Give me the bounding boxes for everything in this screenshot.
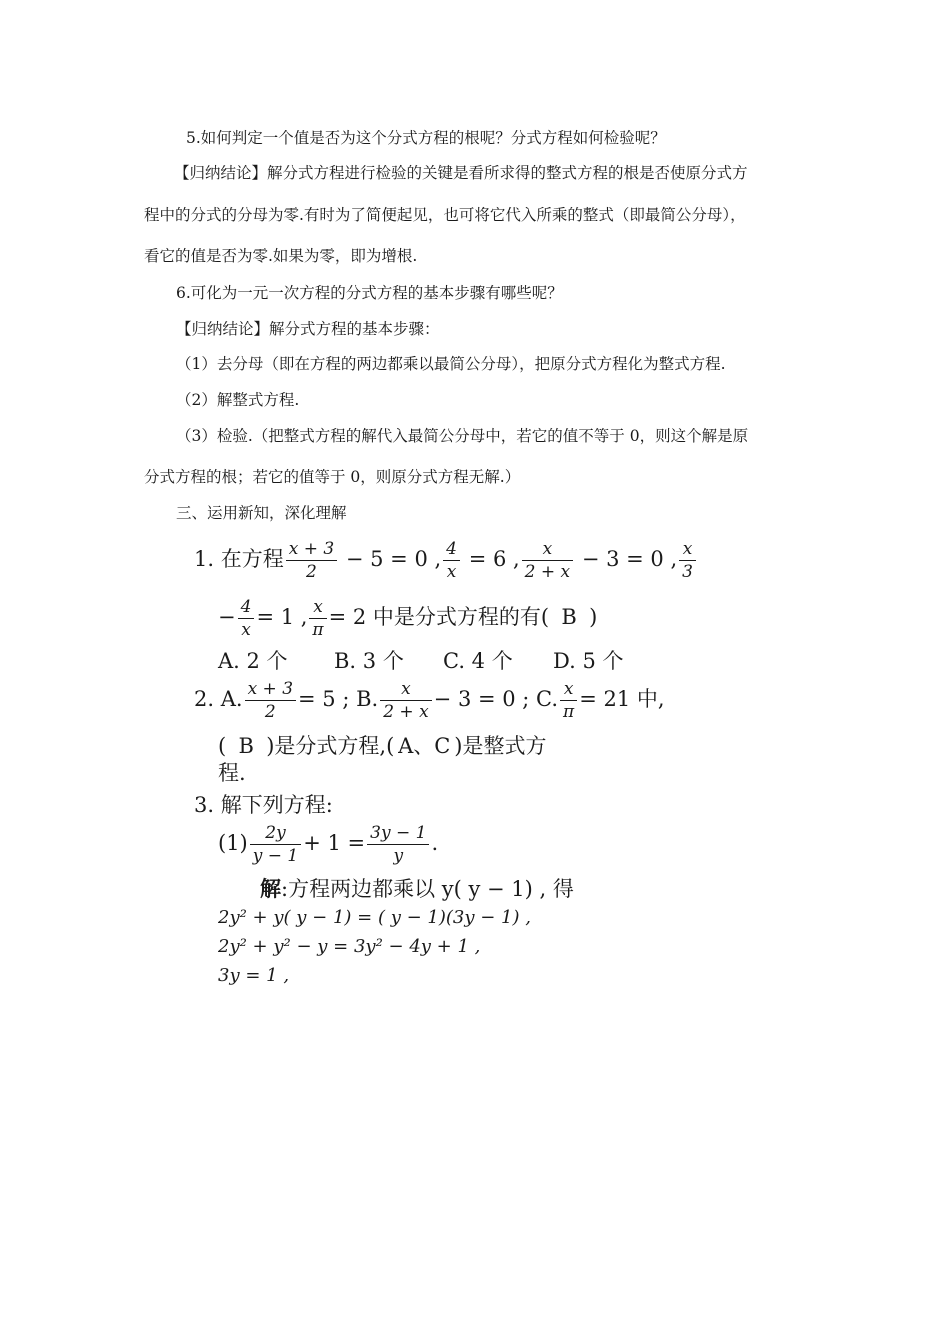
exercise-3-equation: (1) $\frac{2y}{y - 1}$ + 1 = $\frac{3y - 1}{y}$ . (218, 823, 439, 866)
exercise-2-answer-2: A、C (398, 734, 451, 758)
exercise-2-line-2: ( B )是分式方程,( A、C )是整式方 (218, 734, 547, 758)
question-5: 5.如何判定一个值是否为这个分式方程的根呢？分式方程如何检验呢？ (186, 129, 666, 147)
step-2: （2）解整式方程. (176, 391, 300, 409)
fraction: $\frac{3y - 1}{y}$ (367, 822, 429, 867)
exercise-2-line-3: 程. (218, 761, 246, 785)
step-3-line-1: （3）检验.（把整式方程的解代入最简公分母中，若它的值不等于 0，则这个解是原 (176, 427, 749, 445)
fraction: $\frac{4}{x}$ (238, 596, 255, 641)
solution-line-2: 2y² + y² − y = 3y² − 4y + 1 , (218, 936, 481, 957)
solution-intro: 解:方程两边都乘以 y( y − 1) , 得 (260, 876, 574, 901)
fraction: $\frac{4}{x}$ (443, 538, 460, 583)
solution-line-1: 2y² + y( y − 1) = ( y − 1)(3y − 1) , (218, 907, 531, 928)
solution-label: 解 (260, 876, 281, 901)
section-3-heading: 三、运用新知，深化理解 (176, 504, 347, 522)
conclusion-5-line-3: 看它的值是否为零.如果为零，即为增根. (144, 247, 418, 265)
fraction: $\frac{x + 3}{2}$ (245, 678, 296, 723)
fraction: $\frac{x}{3}$ (679, 538, 696, 583)
exercise-3-title: 3. 解下列方程: (194, 793, 333, 817)
fraction: $\frac{x}{\pi}$ (309, 596, 326, 641)
conclusion-6: 【归纳结论】解分式方程的基本步骤： (176, 320, 440, 338)
step-1: （1）去分母（即在方程的两边都乘以最简公分母），把原分式方程化为整式方程. (176, 355, 726, 373)
option-a: A. 2 个 (218, 649, 288, 673)
exercise-1-answer: B (561, 605, 577, 629)
solution-line-3: 3y = 1 , (218, 965, 290, 986)
fraction: $\frac{x}{2 + x}$ (522, 538, 573, 583)
option-d: D. 5 个 (553, 649, 624, 673)
exercise-1-line-2: − $\frac{4}{x}$ = 1 , $\frac{x}{\pi}$ = 2 中是分式方程的有( B ) (218, 597, 598, 640)
fraction: $\frac{x + 3}{2}$ (286, 538, 337, 583)
question-6: 6.可化为一元一次方程的分式方程的基本步骤有哪些呢？ (176, 284, 563, 302)
conclusion-5-line-1: 【归纳结论】解分式方程进行检验的关键是看所求得的整式方程的根是否使原分式方 (174, 164, 748, 182)
fraction: $\frac{x}{\pi}$ (560, 678, 577, 723)
option-b: B. 3 个 (334, 649, 404, 673)
option-c: C. 4 个 (443, 649, 513, 673)
exercise-2-line-1: 2. A. $\frac{x + 3}{2}$ = 5 ; B. $\frac{x}{2 + x}$ − 3 = 0 ; C. $\frac{x}{\pi}$ = 21 中, (194, 679, 665, 722)
exercise-2-answer-1: B (238, 734, 254, 758)
fraction: $\frac{x}{2 + x}$ (380, 678, 431, 723)
conclusion-5-line-2: 程中的分式的分母为零.有时为了简便起见，也可将它代入所乘的整式（即最简公分母）， (144, 206, 746, 224)
exercise-1-line-1: 1. 在方程 $\frac{x + 3}{2}$ − 5 = 0 , $\frac{4}{x}$ = 6 , $\frac{x}{2 + x}$ − 3 = 0 , $\frac{x}{3}$ (194, 538, 698, 583)
step-3-line-2: 分式方程的根；若它的值等于 0，则原分式方程无解.） (144, 468, 521, 486)
exercise-1-prefix: 1. 在方程 (194, 547, 284, 571)
fraction: $\frac{2y}{y - 1}$ (250, 822, 301, 867)
